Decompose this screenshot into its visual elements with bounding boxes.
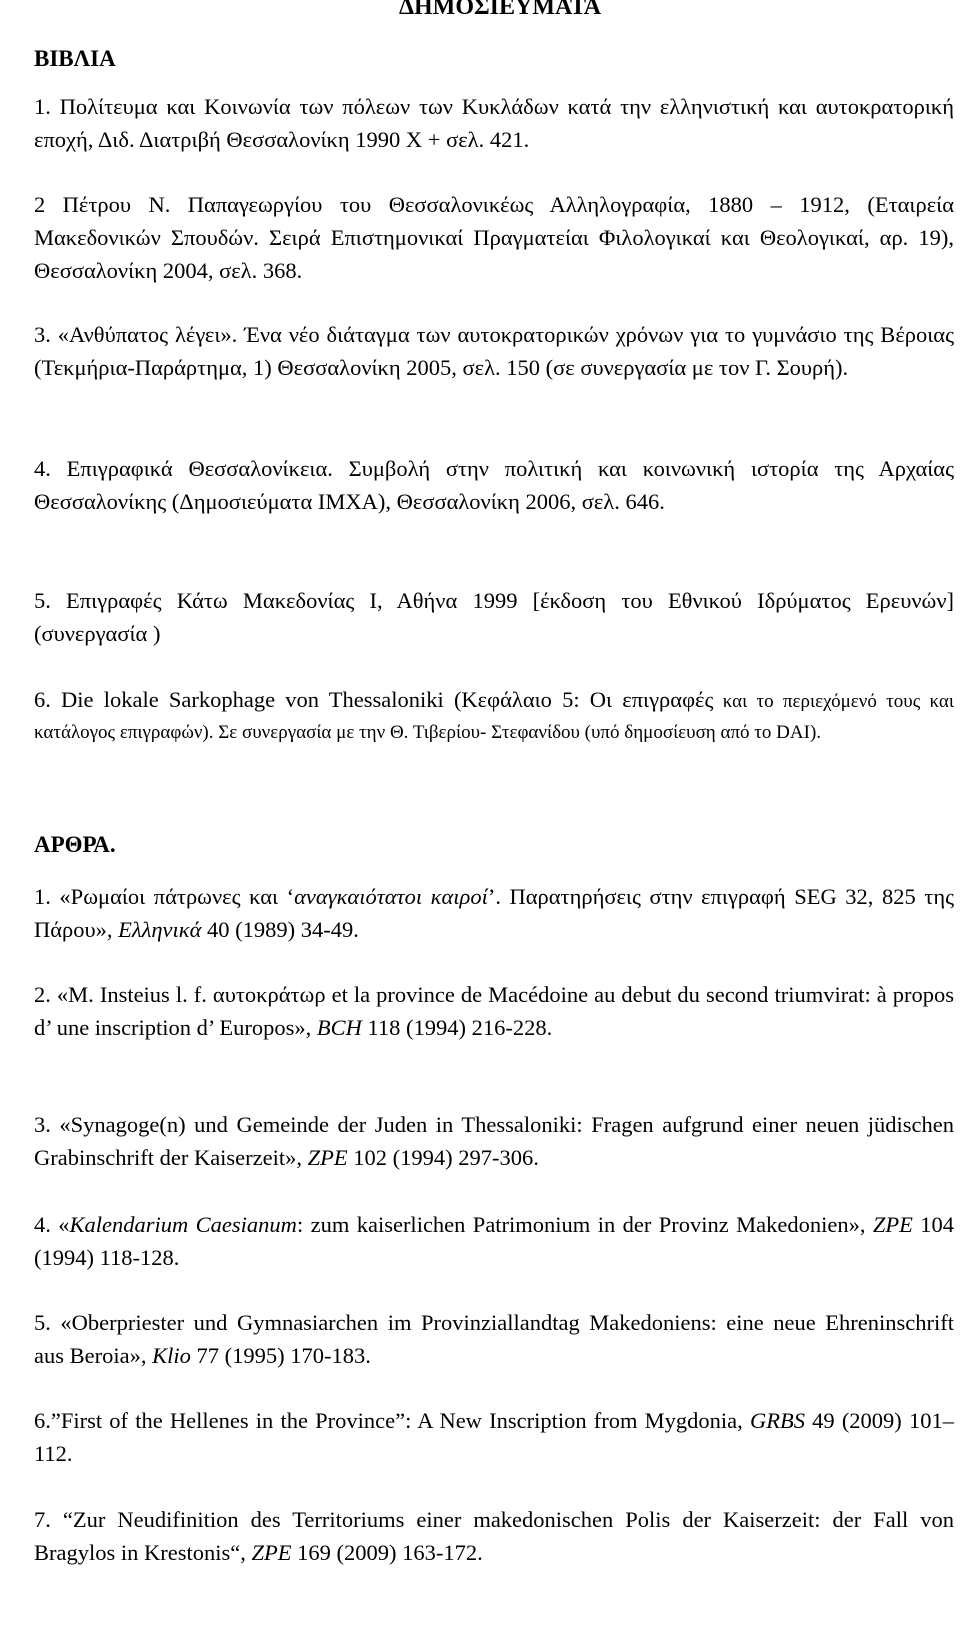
article-5-text-b: 77 (1995) 170-183. (190, 1343, 371, 1368)
article-2-journal: BCH (316, 1015, 362, 1040)
article-3-journal: ZPE (307, 1145, 348, 1170)
article-entry-2 (34, 978, 954, 1044)
article-3-text-a: 3. «Synagoge(n) und Gemeinde der Juden in Thessaloniki: Fragen aufgrund einer neuen jüdischen Grabinschrift der Kaiserzeit», (34, 1112, 954, 1170)
article-1-italic-1: αναγκαιότατοι καιροί (294, 884, 488, 909)
book-entry-2: 2 Πέτρου Ν. Παπαγεωργίου του Θεσσαλονικέως Αλληλογραφία, 1880 – 1912, (Εταιρεία Μακεδονικών Σπουδών. Σειρά Επιστημονικαί Πραγματείαι Φιλολογικαί και Θεολογικαί, αρ. 19), Θεσσαλονίκη 2004, σελ. 368. (34, 192, 954, 283)
article-4-text-b: : zum kaiserlichen Patrimonium in der Provinz Makedonien», (296, 1212, 873, 1237)
book-entry-5: 5. Επιγραφές Κάτω Μακεδονίας Ι, Αθήνα 1999 [έκδοση του Εθνικού Ιδρύματος Ερευνών] (συνεργασία ) (34, 588, 954, 646)
article-entry-4 (34, 1208, 954, 1274)
article-1-journal: Ελληνικά (118, 917, 202, 942)
article-4-text-c: 104 (1994) 118-128. (34, 1212, 955, 1270)
article-6-text-a: 6.”First of the Hellenes in the Province”: A New Inscription from Mygdonia, (34, 1408, 750, 1433)
article-5-journal: Klio (152, 1343, 191, 1368)
book-entry-1: 1. Πολίτευμα και Κοινωνία των πόλεων των Κυκλάδων κατά την ελληνιστική και αυτοκρατορική εποχή, Διδ. Διατριβή Θεσσαλονίκη 1990 Χ + σελ. 421. (34, 94, 954, 152)
article-1-text-c: 40 (1989) 34-49. (201, 917, 359, 942)
page-title: ΔΗΜΟΣΙΕΥΜΑΤΑ (398, 0, 602, 20)
article-3-text-b: 102 (1994) 297-306. (347, 1145, 539, 1170)
article-7-text-a: 7. “Zur Neudifinition des Territoriums einer makedonischen Polis der Kaiserzeit: der Fall von Bragylos in Krestonis“, (34, 1507, 954, 1565)
article-entry-1 (34, 880, 954, 946)
article-7-text-b: 169 (2009) 163-172. (291, 1540, 483, 1565)
article-5-text-a: 5. «Oberpriester und Gymnasiarchen im Provinziallandtag Makedoniens: eine neue Ehreninschrift aus Beroia», (34, 1310, 954, 1368)
article-4-italic-title: Kalendarium Caesianum (69, 1212, 297, 1237)
article-2-text-b: 118 (1994) 216-228. (361, 1015, 553, 1040)
books-heading: ΒΙΒΛΙΑ (34, 46, 116, 71)
article-4-journal: ZPE (872, 1212, 913, 1237)
book-entry-6 (34, 684, 954, 748)
article-2-text-a: 2. «M. Insteius l. f. αυτοκράτωρ et la province de Macédoine au debut du second triumvirat: à propos d’ une inscription d’ Europos», (34, 982, 954, 1040)
articles-heading: ΑΡΘΡΑ. (34, 832, 116, 857)
article-6-text-b: 49 (2009) 101–112. (34, 1408, 954, 1466)
article-6-journal: GRBS (749, 1408, 805, 1433)
book-entry-6-part1: 6. Die lokale Sarkophage von Thessaloniki (Κεφάλαιο 5: Οι επιγραφές (34, 687, 714, 712)
article-entry-6 (34, 1404, 954, 1470)
article-entry-5 (34, 1306, 954, 1372)
book-entry-6-part2: και το περιεχόμενό τους και κατάλογος επιγραφών). Σε συνεργασία με την Θ. Τιβερίου- Στεφανίδου (υπό δημοσίευση από το DAI). (34, 691, 954, 743)
article-1-text-b: ’. Παρατηρήσεις στην επιγραφή SEG 32, 825 της Πάρου», (34, 884, 954, 942)
book-entry-4: 4. Επιγραφικά Θεσσαλονίκεια. Συμβολή στην πολιτική και κοινωνική ιστορία της Αρχαίας Θεσσαλονίκης (Δημοσιεύματα ΙΜΧΑ), Θεσσαλονίκη 2006, σελ. 646. (34, 456, 954, 514)
article-entry-7 (34, 1503, 954, 1569)
book-entry-3: 3. «Ανθύπατος λέγει». Ένα νέο διάταγμα των αυτοκρατορικών χρόνων για το γυμνάσιο της Βέροιας (Τεκμήρια-Παράρτημα, 1) Θεσσαλονίκη 2005, σελ. 150 (σε συνεργασία με τον Γ. Σουρή). (34, 322, 954, 380)
article-1-text-a: 1. «Ρωμαίοι πάτρωνες και ‘ (34, 884, 295, 909)
article-4-text-a: 4. « (34, 1212, 70, 1237)
article-entry-3 (34, 1108, 954, 1174)
article-7-journal: ZPE (251, 1540, 292, 1565)
